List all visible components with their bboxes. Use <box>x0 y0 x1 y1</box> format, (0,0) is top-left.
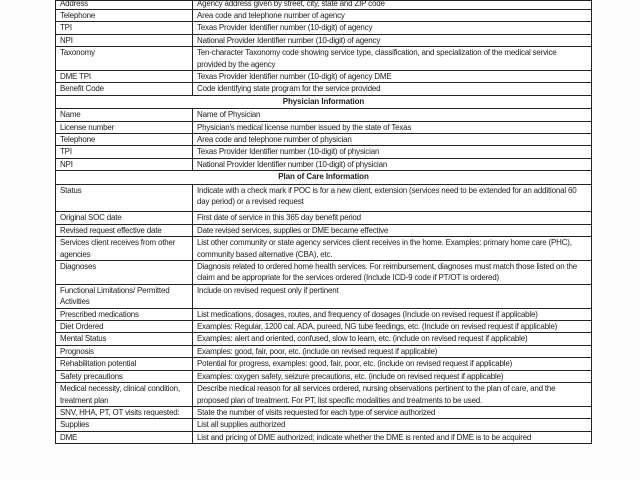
field-description-cell: Agency address given by street, city, state and ZIP code <box>197 0 385 8</box>
table-row <box>56 184 591 212</box>
table-row <box>56 406 591 418</box>
table-row <box>56 82 591 94</box>
field-description-cell: Describe medical reason for all services ordered, nursing observations pertinent to the plan of care, and the proposed plan of treatment. For PT, list specific modalities and treatments to be used. <box>197 384 556 405</box>
field-description-cell: National Provider Identifier number (10-digit) of physician <box>197 159 388 169</box>
field-name-cell: Supplies <box>56 419 193 430</box>
field-description-cell: Examples: alert and oriented, confused, slow to learn, etc. (include on revised request if applicable) <box>197 334 528 344</box>
field-name-cell: Name <box>56 109 193 120</box>
field-name-cell: NPI <box>56 35 193 46</box>
field-name-cell: Mental Status <box>56 333 193 344</box>
field-name-cell: TPI <box>56 22 193 33</box>
table-row <box>56 46 591 70</box>
table-row <box>56 345 591 357</box>
field-description-cell: Area code and telephone number of physician <box>197 134 352 144</box>
field-description-cell: First date of service in this 365 day benefit period <box>197 213 361 223</box>
field-name-cell: License number <box>56 122 193 133</box>
field-description-cell: Include on revised request only if pertinent <box>197 285 339 295</box>
field-description-cell: National Provider Identifier number (10-digit) of agency <box>197 35 381 45</box>
field-name-cell: NPI <box>56 159 193 170</box>
field-description-cell: Examples: oxygen safety, seizure precautions, etc. (include on revised request if applicable) <box>197 371 504 381</box>
table-row <box>56 431 591 443</box>
field-description-cell: List other community or state agency services client receives in the home. Examples: primary home care (PHC), community based alternative (CBA), etc. <box>197 238 572 259</box>
field-name-cell: Address <box>56 1 193 9</box>
field-description-cell: Examples: good, fair, poor, etc. (include on revised request if applicable) <box>197 346 438 356</box>
table-row <box>56 260 591 284</box>
field-reference-table <box>55 0 592 444</box>
field-description-cell: List medications, dosages, routes, and frequency of dosages (Include on revised request if applicable) <box>197 309 538 319</box>
table-row <box>56 108 591 120</box>
field-name-cell: Telephone <box>56 134 193 145</box>
table-row <box>56 418 591 430</box>
table-row <box>56 308 591 320</box>
table-row <box>56 382 591 406</box>
field-description-cell: Examples: Regular, 1200 cal. ADA, pureed, NG tube feedings, etc. (Include on revised request if applicable) <box>197 322 558 332</box>
field-name-cell: Medical necessity, clinical condition, treatment plan <box>56 383 193 406</box>
field-name-cell: DME TPI <box>56 71 193 82</box>
field-name-cell: Taxonomy <box>56 47 193 70</box>
table-row <box>56 332 591 344</box>
table-row <box>56 1 591 9</box>
field-name-cell: Telephone <box>56 10 193 21</box>
field-description-cell: Indicate with a check mark if POC is for a new client, extension (services need to be extended for an additional 60 day period) or a revised request <box>197 185 577 206</box>
field-name-cell: Safety precautions <box>56 371 193 382</box>
field-description-cell: Texas Provider Identifier number (10-digit) of agency <box>197 23 373 33</box>
table-row <box>56 70 591 82</box>
field-name-cell: Rehabilitation potential <box>56 358 193 369</box>
field-description-cell: Ten-character Taxonomy code showing service type, classification, and specialization of the medical service provided by the agency <box>197 48 557 69</box>
field-description-cell: Diagnosis related to ordered home health services. For reimbursement, diagnoses must match those listed on the claim and be appropriate for the services ordered (Include ICD-9 code if PT/OT is ordered) <box>197 262 577 283</box>
field-name-cell: Diagnoses <box>56 261 193 284</box>
field-name-cell: Prescribed medications <box>56 309 193 320</box>
table-row <box>56 370 591 382</box>
section-header: Plan of Care Information <box>278 172 369 182</box>
field-name-cell: Prognosis <box>56 346 193 357</box>
table-row <box>56 170 591 183</box>
field-description-cell: Area code and telephone number of agency <box>197 10 345 20</box>
table-row <box>56 236 591 260</box>
table-row <box>56 211 591 223</box>
field-description-cell: Texas Provider Identifier number (10-digit) of physician <box>197 147 380 157</box>
table-row <box>56 9 591 21</box>
table-row <box>56 224 591 236</box>
field-name-cell: TPI <box>56 146 193 157</box>
field-description-cell: List and pricing of DME authorized; indicate whether the DME is rented and if DME is to be acquired <box>197 432 532 442</box>
table-row <box>56 133 591 145</box>
table-row <box>56 34 591 46</box>
field-description-cell: List all supplies authorized <box>197 420 286 430</box>
field-description-cell: Code identifying state program for the service provided <box>197 84 381 94</box>
table-row <box>56 320 591 332</box>
field-description-cell: Name of Physician <box>197 110 261 120</box>
field-name-cell: DME <box>56 432 193 443</box>
table-row <box>56 158 591 170</box>
field-name-cell: Functional Limitations/ Permitted Activities <box>56 285 193 308</box>
field-name-cell: SNV, HHA, PT, OT visits requested: <box>56 407 193 418</box>
field-description-cell: Potential for progress, examples: good, fair, poor, etc. (include on revised request if applicable) <box>197 359 513 369</box>
field-description-cell: Texas Provider Identifier number (10-digit) of agency DME <box>197 71 392 81</box>
table-row <box>56 284 591 308</box>
field-name-cell: Revised request effective date <box>56 225 193 236</box>
field-name-cell: Status <box>56 185 193 212</box>
table-row <box>56 145 591 157</box>
field-name-cell: Benefit Code <box>56 83 193 94</box>
field-description-cell: Physician's medical license number issued by the state of Texas <box>197 122 412 132</box>
field-description-cell: Date revised services, supplies or DME became effective <box>197 225 389 235</box>
field-name-cell: Diet Ordered <box>56 321 193 332</box>
table-row <box>56 95 591 108</box>
section-header: Physician Information <box>282 96 365 106</box>
field-description-cell: State the number of visits requested for each type of service authorized <box>197 407 436 417</box>
field-name-cell: Services client receives from other agencies <box>56 237 193 260</box>
table-row <box>56 121 591 133</box>
table-row <box>56 357 591 369</box>
field-name-cell: Original SOC date <box>56 212 193 223</box>
table-row <box>56 21 591 33</box>
